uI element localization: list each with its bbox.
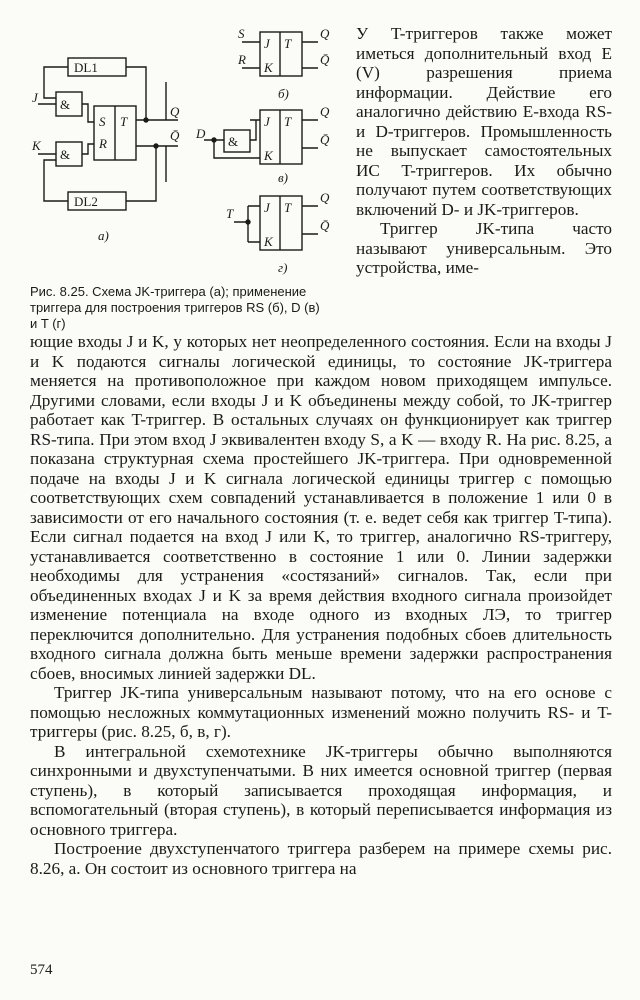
t-label: T [120,114,128,129]
j-label: J [264,36,270,51]
dl1-label: DL1 [74,60,98,75]
t-input-label: T [226,206,234,221]
paragraph: В интегральной схемотехнике JK-триггеры обычно выполняются синхронными и двухступенчатыми. В них имеется основной триггер (первая ступень), в который записывается проходящая информация, и вспомогательный (вторая ступень), в который переписывается информация из основного триггера. [30,741,612,839]
subfigure-g-label: г) [278,260,288,275]
qbar-output-label: Q̄ [320,52,330,67]
figure-8-25 [28,22,348,282]
j-label: J [264,114,270,129]
j-input-label: J [32,90,38,105]
and-symbol: & [60,97,71,112]
t-label: T [284,200,292,215]
k-input-label: K [32,138,41,153]
d-input-label: D [196,126,206,141]
figure-caption: Рис. 8.25. Схема JK-триггера (а); применение триггера для построения триггеров RS (б), D (в) и T (г) [30,284,320,331]
q-output-label: Q [320,190,330,205]
subfigure-b-label: б) [278,86,289,101]
j-label: J [264,200,270,215]
s-label: S [238,26,245,41]
paragraph: У T-триггеров также может иметься дополнительный вход E (V) разрешения приема информации. Действие его аналогично действию E-входа RS- и D-триггеров. Промышленность не выпускает самостоятельных ИС T-триггеров. Их обычно получают путем соответствующих включений D- и JK-триггеров. [356,24,612,219]
paragraph: Триггер JK-типа часто называют универсальным. Это устройства, име- [356,219,612,277]
t-label: T [284,36,292,51]
q-output-label: Q [170,104,180,119]
paragraph: Триггер JK-типа универсальным называют потому, что на его основе с помощью несложных коммутационных изменений можно получить RS- и T-триггеры (рис. 8.25, б, в, г). [30,683,612,741]
paragraph: ющие входы J и K, у которых нет неопределенного состояния. Если на входы J и K подаются сигналы логической единицы, то состояние JK-триггера меняется на противоположное при каждом новом приходящем импульсе. Другими словами, если входы J и K объединены между собой, то JK-триггер работает как T-триггер. В остальных случаях он функционирует как триггер RS-типа. При этом вход J эквивалентен входу S, а K — входу R. На рис. 8.25, а показана структурная схема простейшего JK-триггера. При одновременной подаче на входы J и K сигнала логической единицы триггер с помощью соответствующих схем совпадений устанавливается в положение 1 или 0 в зависимости от его начального состояния (т. е. ведет себя как триггер T-типа). Если сигнал подается на вход J или K, то триггер, аналогично RS-триггеру, устанавливается соответственно в состояние 1 или 0. Линии задержки необходимы для устранения «состязаний» сигналов. Так, если при объединенных входах J и K за время действия входного сигнала произойдет изменение потенциала на входе одного из входных ЛЭ, то триггер переключится дополнительно. Для устранения подобных сбоев длительность входного сигнала должна быть меньше времени задержки распространения сбоев, вносимых линией задержки DL. [30,332,612,683]
r-label: R [238,52,246,67]
k-label: K [264,148,273,163]
q-output-label: Q [320,26,330,41]
right-column-text [356,24,612,278]
qbar-output-label: Q̄ [320,132,330,147]
and-symbol: & [60,147,71,162]
subfigure-a-label: a) [98,228,109,243]
main-text [30,332,612,878]
k-label: K [264,60,273,75]
q-output-label: Q [320,104,330,119]
k-label: K [264,234,273,249]
page-number: 574 [30,962,53,978]
qbar-output-label: Q̄ [320,218,330,233]
dl2-label: DL2 [74,194,98,209]
paragraph: Построение двухступенчатого триггера разберем на примере схемы рис. 8.26, а. Он состоит из основного триггера на [30,839,612,878]
subfigure-v-label: в) [278,170,288,185]
r-label: R [99,136,107,151]
t-label: T [284,114,292,129]
qbar-output-label: Q̄ [170,128,180,143]
jk-trigger-schematic [28,22,348,282]
and-symbol: & [228,134,239,149]
s-label: S [99,114,106,129]
